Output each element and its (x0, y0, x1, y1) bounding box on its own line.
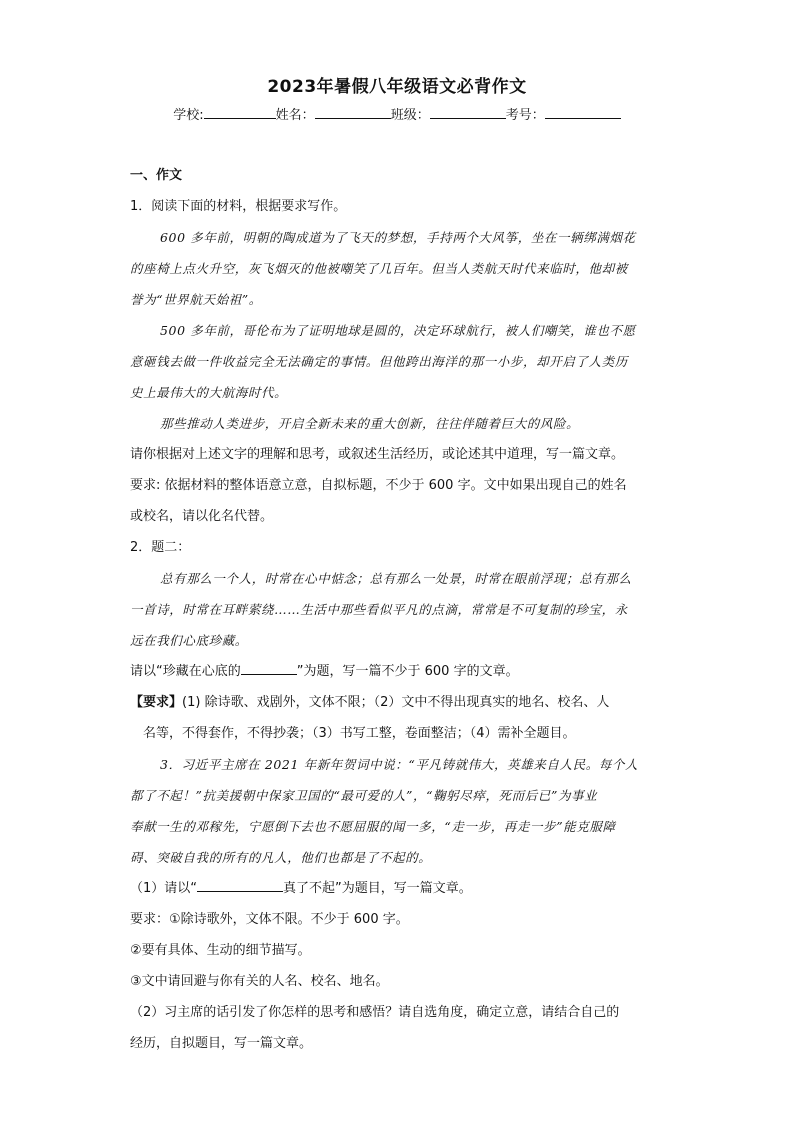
class-blank[interactable] (430, 106, 506, 119)
q3-requirement: ③文中请回避与你有关的人名、校名、地名。 (130, 974, 389, 989)
q3-requirement: ②要有具体、生动的细节描写。 (130, 943, 311, 958)
student-info-line (0, 104, 794, 123)
q2-requirement: 名等，不得套作，不得抄袭；（3）书写工整，卷面整洁；（4）需补全题目。 (143, 726, 576, 741)
q1-prompt: 1．阅读下面的材料，根据要求写作。 (130, 199, 347, 214)
q1-requirement: 或校名，请以化名代替。 (130, 509, 274, 524)
exam-number-blank[interactable] (545, 106, 621, 119)
q2-prompt: 2．题二： (130, 540, 191, 555)
exam-number-field: 考号： (506, 104, 621, 123)
q3-sub1: （1）请以“ 真了不起”为题目，写一篇文章。 (130, 881, 472, 896)
q3-material-line: 奉献一生的邓稼先，宁愿倒下去也不愿屈服的闻一多，“走一步，再走一步”能克服障 (130, 819, 616, 834)
q1-material-line: 的座椅上点火升空，灰飞烟灭的他被嘲笑了几百年。但当人类航天时代来临时，他却被 (130, 261, 628, 276)
q2-instruction: 请以“珍藏在心底的 ”为题，写一篇不少于 600 字的文章。 (130, 664, 519, 679)
q1-material-line: 史上最伟大的大航海时代。 (130, 385, 288, 400)
q2-material-line: 远在我们心底珍藏。 (130, 633, 248, 648)
q1-material-line: 意砸钱去做一件收益完全无法确定的事情。但他跨出海洋的那一小步，却开启了人类历 (130, 354, 628, 369)
name-field: 姓名： (276, 104, 391, 123)
q2-requirement: 【要求】(1) 除诗歌、戏剧外，文体不限；（2）文中不得出现真实的地名、校名、人 (130, 695, 610, 710)
q2-material-line: 一首诗，时常在耳畔萦绕……生活中那些看似平凡的点滴，常常是不可复制的珍宝，永 (130, 602, 628, 617)
document-body (130, 160, 665, 1059)
q2-title-blank[interactable] (241, 662, 297, 675)
q1-material-line: 那些推动人类进步，开启全新未来的重大创新，往往伴随着巨大的风险。 (160, 416, 580, 431)
section-heading: 一、作文 (130, 168, 183, 183)
q3-material-line: 都了不起！”抗美援朝中保家卫国的“最可爱的人”，“鞠躬尽瘁，死而后已”为事业 (130, 788, 598, 803)
q2-material-line: 总有那么一个人，时常在心中惦念；总有那么一处景，时常在眼前浮现；总有那么 (160, 571, 632, 586)
document-title: 2023年暑假八年级语文必背作文 (267, 77, 527, 97)
class-field: 班级： (391, 104, 506, 123)
q3-sub2: （2）习主席的话引发了你怎样的思考和感悟？请自选角度，确定立意，请结合自己的 (130, 1005, 620, 1020)
q3-material-line: 3．习近平主席在 2021 年新年贺词中说：“平凡铸就伟大，英雄来自人民。每个人 (160, 757, 639, 772)
q1-material-line: 600 多年前，明朝的陶成道为了飞天的梦想，手持两个大风筝，坐在一辆绑满烟花 (160, 230, 636, 245)
school-field: 学校: (173, 104, 275, 123)
school-blank[interactable] (204, 106, 276, 119)
q3-material-line: 碍、突破自我的所有的凡人，他们也都是了不起的。 (130, 850, 432, 865)
q1-material-line: 500 多年前，哥伦布为了证明地球是圆的，决定环球航行，被人们嘲笑，谁也不愿 (160, 323, 636, 338)
q1-instruction: 请你根据对上述文字的理解和思考，或叙述生活经历，或论述其中道理，写一篇文章。 (130, 447, 625, 462)
q3-sub2: 经历，自拟题目，写一篇文章。 (130, 1036, 313, 1051)
q1-requirement: 要求: 依据材料的整体语意立意，自拟标题，不少于 600 字。文中如果出现自己的姓名 (130, 478, 627, 493)
q1-material-line: 誉为“世界航天始祖”。 (130, 292, 262, 307)
name-blank[interactable] (315, 106, 391, 119)
q3-requirement: 要求：①除诗歌外，文体不限。不少于 600 字。 (130, 912, 409, 927)
q3-title-blank[interactable] (197, 879, 283, 892)
